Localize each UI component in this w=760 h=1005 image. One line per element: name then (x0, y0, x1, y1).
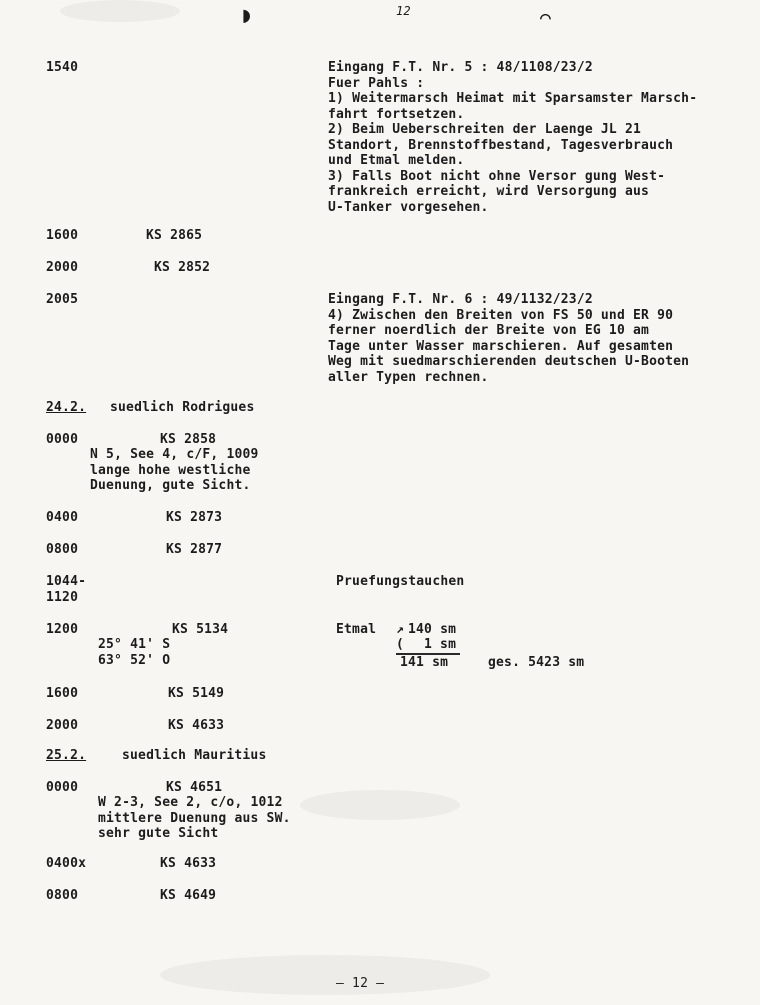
etmal-line1: 140 sm (408, 622, 457, 637)
grid-position: KS 4633 (160, 856, 217, 871)
day-location: suedlich Rodrigues (110, 400, 255, 415)
day-location: suedlich Mauritius (122, 748, 267, 763)
entry-time: 1044- 1120 (46, 574, 87, 605)
event-text: Pruefungstauchen (336, 574, 465, 589)
entry-time: 0000 (46, 432, 79, 447)
etmal-mark: ( (396, 637, 405, 652)
radio-message-6: Eingang F.T. Nr. 6 : 49/1132/23/2 4) Zwischen den Breiten von FS 50 und ER 90 ferner noerdlich der Breite von EG 10 am Tage unter Wasser marschieren. Auf gesamten Weg mit suedmarschierenden deutschen U-Booten aller Typen rechnen. (328, 292, 690, 385)
entry-time: 2005 (46, 292, 79, 307)
grid-position: KS 2873 (166, 510, 223, 525)
scan-smudge (60, 0, 180, 22)
grid-position: KS 4633 (168, 718, 225, 733)
etmal-cumulative: ges. 5423 sm (488, 655, 585, 670)
page-number-top: 12 (396, 4, 411, 18)
coordinates: 25° 41' S 63° 52' O (98, 637, 171, 668)
entry-time: 2000 (46, 718, 79, 733)
grid-position: KS 5134 (172, 622, 229, 637)
entry-time: 0800 (46, 542, 79, 557)
grid-position: KS 2852 (154, 260, 211, 275)
etmal-total: 141 sm (400, 655, 449, 670)
entry-time: 2000 (46, 260, 79, 275)
entry-time: 0800 (46, 888, 79, 903)
weather-report: W 2-3, See 2, c/o, 1012 mittlere Duenung aus SW. sehr gute Sicht (98, 795, 291, 841)
radio-message-5: Eingang F.T. Nr. 5 : 48/1108/23/2 Fuer Pahls : 1) Weitermarsch Heimat mit Sparsamster Marsch- fahrt fortsetzen. 2) Beim Ueberschreiten der Laenge JL 21 Standort, Brennstoffbestand, Tagesverbrauch und Etmal melden. 3) Falls Boot nicht ohne Versor gung West- frankreich erreicht, wird Versorgung aus U-Tanker vorgesehen. (328, 60, 698, 215)
entry-time: 0000 (46, 780, 79, 795)
weather-report: N 5, See 4, c/F, 1009 lange hohe westliche Duenung, gute Sicht. (90, 447, 259, 493)
entry-time: 1200 (46, 622, 79, 637)
entry-time: 1600 (46, 686, 79, 701)
page-number-bottom: — 12 — (336, 976, 385, 991)
entry-time: 1600 (46, 228, 79, 243)
grid-position: KS 5149 (168, 686, 225, 701)
entry-time: 0400x (46, 856, 87, 871)
etmal-line2: 1 sm (424, 637, 457, 652)
punch-mark-right: ⌒ (540, 7, 552, 28)
scan-smudge (160, 955, 490, 995)
etmal-mark: ↗ (396, 622, 405, 637)
day-date: 24.2. (46, 400, 87, 415)
grid-position: KS 2865 (146, 228, 203, 243)
entry-time: 1540 (46, 60, 79, 75)
grid-position: KS 2877 (166, 542, 223, 557)
grid-position: KS 2858 (160, 432, 217, 447)
grid-position: KS 4649 (160, 888, 217, 903)
etmal-label: Etmal (336, 622, 377, 637)
entry-time: 0400 (46, 510, 79, 525)
grid-position: KS 4651 (166, 780, 223, 795)
scan-smudge (300, 790, 460, 820)
day-date: 25.2. (46, 748, 87, 763)
punch-mark-left: ◗ (240, 3, 254, 28)
